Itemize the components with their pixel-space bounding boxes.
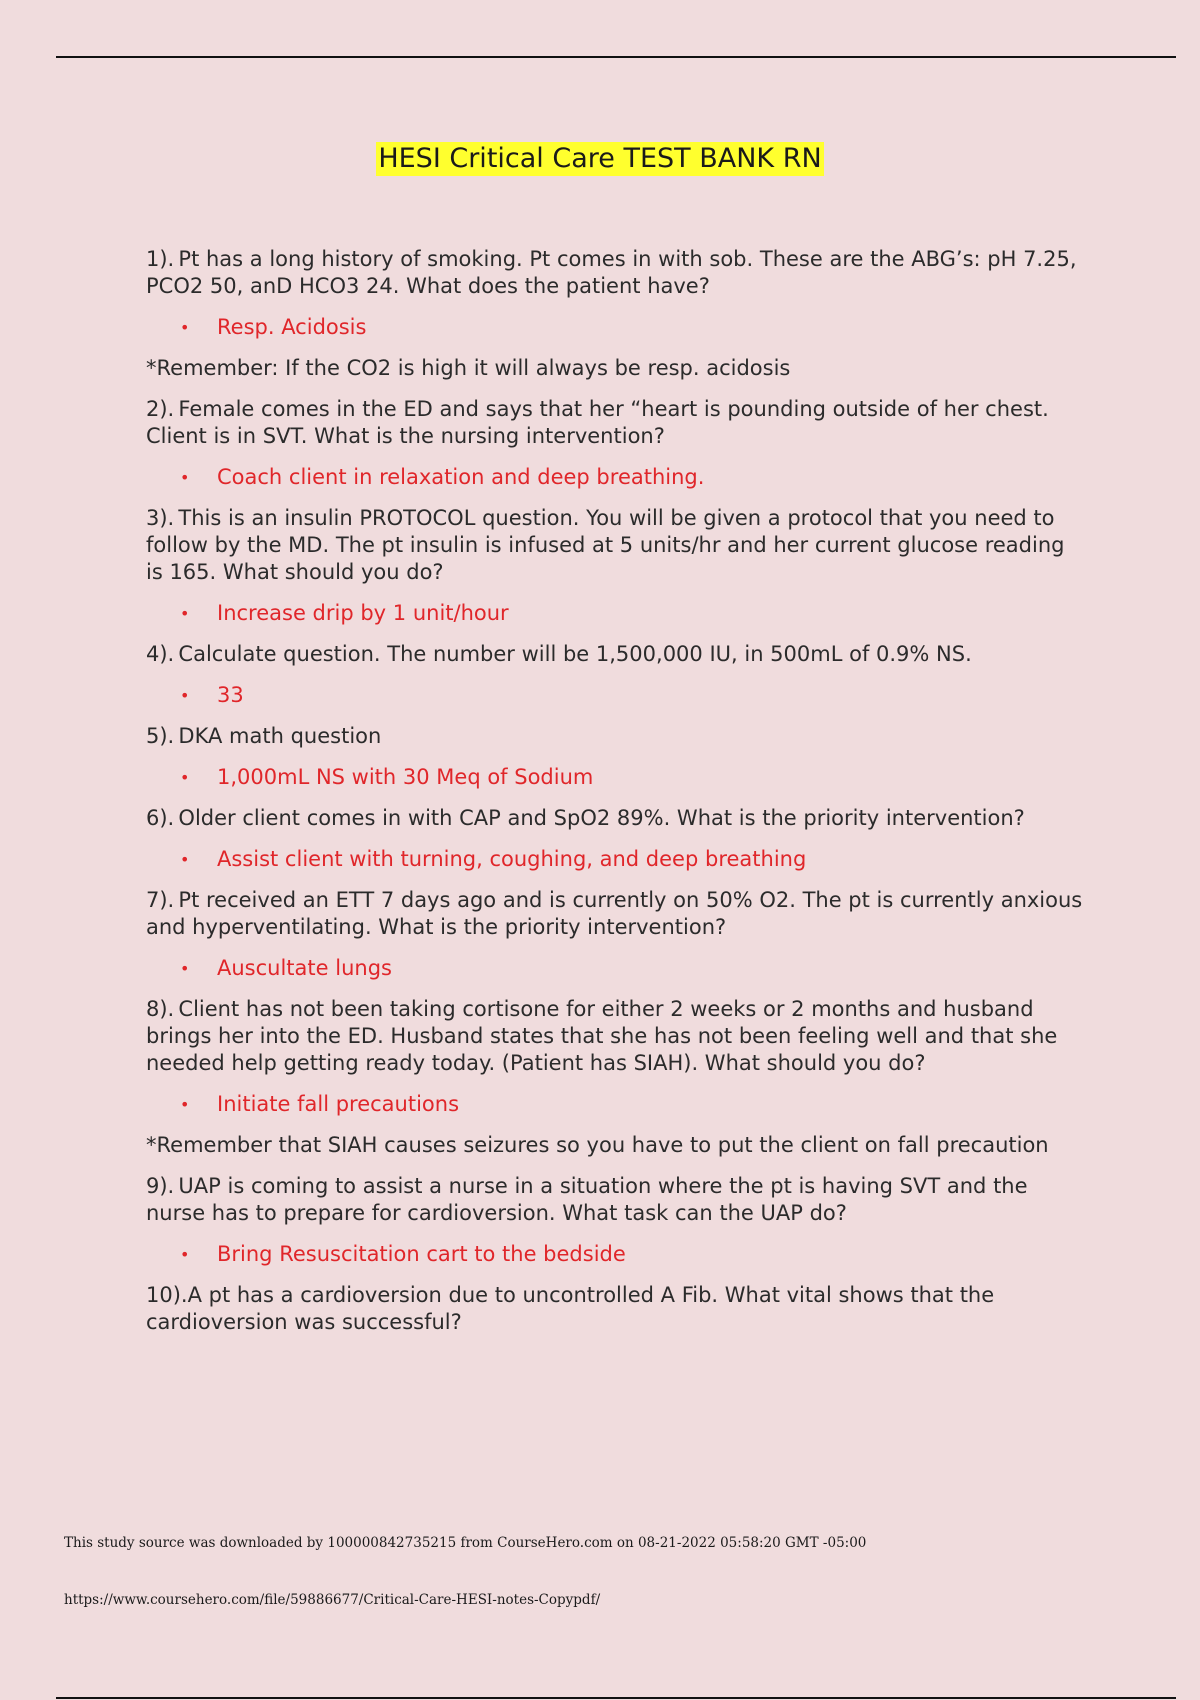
bullet-icon: • bbox=[180, 850, 190, 869]
answer-9 bbox=[146, 1241, 1086, 1268]
page-title: HESI Critical Care TEST BANK RN bbox=[378, 143, 822, 174]
bullet-icon: • bbox=[180, 686, 190, 705]
answer-9-text: Bring Resuscitation cart to the bedside bbox=[217, 1242, 626, 1266]
answer-2 bbox=[146, 464, 1086, 491]
bullet-icon: • bbox=[180, 959, 190, 978]
answer-1 bbox=[146, 314, 1086, 341]
question-9: 9). UAP is coming to assist a nurse in a situation where the pt is having SVT and the nurse has to prepare for cardioversion. What task can the UAP do? bbox=[146, 1174, 1028, 1225]
answer-5 bbox=[146, 764, 1086, 791]
bullet-icon: • bbox=[180, 1095, 190, 1114]
question-2: 2). Female comes in the ED and says that her “heart is pounding outside of her chest. Client is in SVT. What is the nursing intervention? bbox=[146, 397, 1049, 448]
note-1: *Remember: If the CO2 is high it will always be resp. acidosis bbox=[146, 356, 791, 380]
answer-4 bbox=[146, 682, 1086, 709]
question-10: 10).A pt has a cardioversion due to uncontrolled A Fib. What vital shows that the cardioversion was successful? bbox=[146, 1283, 995, 1334]
bullet-icon: • bbox=[180, 318, 190, 337]
bullet-icon: • bbox=[180, 768, 190, 787]
question-5: 5). DKA math question bbox=[146, 724, 382, 748]
answer-8-text: Initiate fall precautions bbox=[217, 1092, 460, 1116]
answer-5-text: 1,000mL NS with 30 Meq of Sodium bbox=[217, 765, 594, 789]
question-4: 4). Calculate question. The number will be 1,500,000 IU, in 500mL of 0.9% NS. bbox=[146, 642, 972, 666]
title-container bbox=[0, 142, 1200, 176]
answer-8 bbox=[146, 1091, 1086, 1118]
note-8: *Remember that SIAH causes seizures so you have to put the client on fall precaution bbox=[146, 1133, 1049, 1157]
answer-6-text: Assist client with turning, coughing, and deep breathing bbox=[217, 847, 807, 871]
answer-3-text: Increase drip by 1 unit/hour bbox=[217, 601, 509, 625]
answer-7 bbox=[146, 955, 1086, 982]
answer-1-text: Resp. Acidosis bbox=[217, 315, 367, 339]
bottom-rule bbox=[56, 1697, 1176, 1699]
top-rule bbox=[56, 56, 1176, 58]
question-3: 3). This is an insulin PROTOCOL question. You will be given a protocol that you need to follow by the MD. The pt insulin is infused at 5 units/hr and her current glucose reading is 165. What should you do? bbox=[146, 506, 1065, 584]
answer-7-text: Auscultate lungs bbox=[217, 956, 392, 980]
source-url[interactable]: https://www.coursehero.com/file/59886677/Critical-Care-HESI-notes-Copypdf/ bbox=[64, 1592, 601, 1608]
question-8: 8). Client has not been taking cortisone for either 2 weeks or 2 months and husband brings her into the ED. Husband states that she has not been feeling well and that she needed help getting ready today. (Patient has SIAH). What should you do? bbox=[146, 997, 1058, 1075]
bullet-icon: • bbox=[180, 1245, 190, 1264]
question-7: 7). Pt received an ETT 7 days ago and is currently on 50% O2. The pt is currently anxious and hyperventilating. What is the priority intervention? bbox=[146, 888, 1083, 939]
answer-6 bbox=[146, 846, 1086, 873]
answer-2-text: Coach client in relaxation and deep breathing. bbox=[217, 465, 705, 489]
answer-4-text: 33 bbox=[217, 683, 244, 707]
download-notice: This study source was downloaded by 100000842735215 from CourseHero.com on 08-21-2022 05:58:20 GMT -05:00 bbox=[64, 1535, 867, 1551]
bullet-icon: • bbox=[180, 604, 190, 623]
answer-3 bbox=[146, 600, 1086, 627]
question-list bbox=[146, 246, 1086, 1350]
bullet-icon: • bbox=[180, 468, 190, 487]
question-6: 6). Older client comes in with CAP and SpO2 89%. What is the priority intervention? bbox=[146, 806, 1025, 830]
question-1: 1). Pt has a long history of smoking. Pt comes in with sob. These are the ABG’s: pH 7.25, PCO2 50, anD HCO3 24. What does the patient have? bbox=[146, 247, 1077, 298]
